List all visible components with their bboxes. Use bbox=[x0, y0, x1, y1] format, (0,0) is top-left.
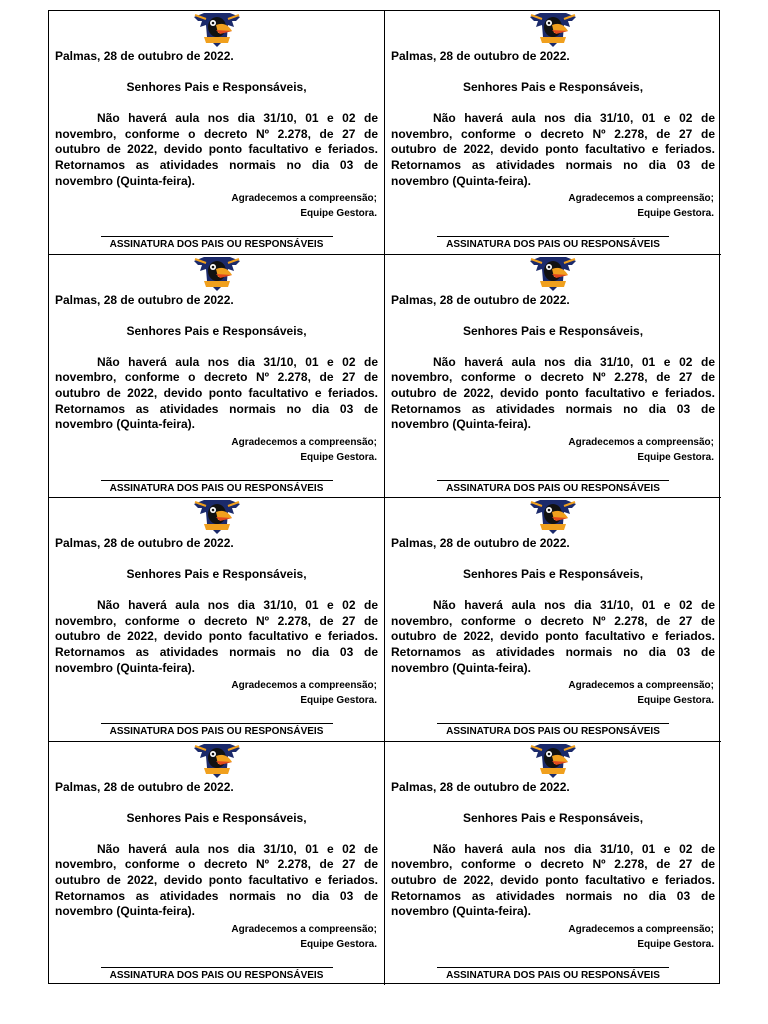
toucan-logo-icon bbox=[192, 742, 242, 780]
notice-thanks: Agradecemos a compreensão; bbox=[231, 923, 377, 935]
notice-sheet bbox=[48, 10, 720, 984]
notice-body: Não haverá aula nos dia 31/10, 01 e 02 de novembro, conforme o decreto Nº 2.278, de 27 de outubro de 2022, devido ponto facultativo e feriados. Retornamos as atividades normais no dia 03 de novembro (Quinta-feira). bbox=[391, 598, 715, 675]
notice-date: Palmas, 28 de outubro de 2022. bbox=[55, 292, 234, 307]
toucan-logo-icon bbox=[528, 498, 578, 536]
notice-greeting: Senhores Pais e Responsáveis, bbox=[126, 323, 307, 338]
toucan-logo-icon bbox=[192, 11, 242, 49]
notice-team: Equipe Gestora. bbox=[637, 695, 714, 706]
signature-label: ASSINATURA DOS PAIS OU RESPONSÁVEIS bbox=[446, 969, 660, 981]
notice-date: Palmas, 28 de outubro de 2022. bbox=[391, 49, 570, 63]
notice-greeting: Senhores Pais e Responsáveis, bbox=[126, 810, 307, 825]
notice-date: Palmas, 28 de outubro de 2022. bbox=[55, 49, 234, 63]
signature-line bbox=[101, 480, 333, 481]
signature-line bbox=[437, 480, 669, 481]
notice-team: Equipe Gestora. bbox=[300, 695, 377, 706]
signature-label: ASSINATURA DOS PAIS OU RESPONSÁVEIS bbox=[446, 239, 660, 250]
toucan-logo-icon bbox=[192, 255, 242, 293]
notice-team: Equipe Gestora. bbox=[300, 938, 377, 950]
notice-team: Equipe Gestora. bbox=[300, 208, 377, 219]
notice-thanks-block bbox=[231, 678, 377, 708]
signature-line bbox=[101, 236, 333, 237]
notice-date: Palmas, 28 de outubro de 2022. bbox=[391, 292, 570, 307]
signature-label: ASSINATURA DOS PAIS OU RESPONSÁVEIS bbox=[109, 239, 324, 250]
notice-greeting: Senhores Pais e Responsáveis, bbox=[462, 810, 644, 825]
notice-card bbox=[49, 498, 385, 742]
notice-team: Equipe Gestora. bbox=[637, 208, 714, 219]
toucan-logo-icon bbox=[528, 255, 578, 293]
signature-label: ASSINATURA DOS PAIS OU RESPONSÁVEIS bbox=[446, 482, 660, 494]
toucan-logo-icon bbox=[528, 742, 578, 780]
notice-card bbox=[385, 742, 721, 986]
notice-greeting: Senhores Pais e Responsáveis, bbox=[462, 323, 644, 338]
notice-card bbox=[49, 742, 385, 986]
notice-card bbox=[49, 11, 385, 255]
toucan-logo-icon bbox=[528, 11, 578, 49]
signature-line bbox=[437, 723, 669, 724]
signature-label: ASSINATURA DOS PAIS OU RESPONSÁVEIS bbox=[109, 969, 324, 981]
notice-greeting: Senhores Pais e Responsáveis, bbox=[126, 567, 307, 581]
notice-body: Não haverá aula nos dia 31/10, 01 e 02 de novembro, conforme o decreto Nº 2.278, de 27 de outubro de 2022, devido ponto facultativo e feriados. Retornamos as atividades normais no dia 03 de novembro (Quinta-feira). bbox=[391, 841, 715, 919]
notice-card bbox=[49, 255, 385, 499]
notice-body: Não haverá aula nos dia 31/10, 01 e 02 de novembro, conforme o decreto Nº 2.278, de 27 de outubro de 2022, devido ponto facultativo e feriados. Retornamos as atividades normais no dia 03 de novembro (Quinta-feira). bbox=[391, 111, 715, 188]
notice-thanks-block bbox=[231, 191, 377, 221]
notice-thanks: Agradecemos a compreensão; bbox=[568, 436, 714, 448]
notice-date: Palmas, 28 de outubro de 2022. bbox=[391, 536, 570, 550]
notice-greeting: Senhores Pais e Responsáveis, bbox=[126, 80, 307, 94]
notice-card bbox=[385, 498, 721, 742]
notice-greeting: Senhores Pais e Responsáveis, bbox=[462, 80, 644, 94]
notice-body: Não haverá aula nos dia 31/10, 01 e 02 de novembro, conforme o decreto Nº 2.278, de 27 de outubro de 2022, devido ponto facultativo e feriados. Retornamos as atividades normais no dia 03 de novembro (Quinta-feira). bbox=[391, 354, 715, 432]
signature-label: ASSINATURA DOS PAIS OU RESPONSÁVEIS bbox=[446, 726, 660, 737]
notice-thanks-block bbox=[231, 922, 377, 952]
notice-date: Palmas, 28 de outubro de 2022. bbox=[55, 536, 234, 550]
notice-thanks: Agradecemos a compreensão; bbox=[568, 680, 714, 691]
notice-body: Não haverá aula nos dia 31/10, 01 e 02 de novembro, conforme o decreto Nº 2.278, de 27 de outubro de 2022, devido ponto facultativo e feriados. Retornamos as atividades normais no dia 03 de novembro (Quinta-feira). bbox=[55, 354, 378, 432]
notice-team: Equipe Gestora. bbox=[637, 938, 714, 950]
notice-date: Palmas, 28 de outubro de 2022. bbox=[391, 779, 570, 794]
notice-card bbox=[385, 11, 721, 255]
notice-date: Palmas, 28 de outubro de 2022. bbox=[55, 779, 234, 794]
notice-thanks: Agradecemos a compreensão; bbox=[231, 680, 377, 691]
notice-thanks: Agradecemos a compreensão; bbox=[568, 923, 714, 935]
notice-thanks-block bbox=[231, 435, 377, 465]
toucan-logo-icon bbox=[192, 498, 242, 536]
notice-thanks-block bbox=[568, 435, 714, 465]
notice-body: Não haverá aula nos dia 31/10, 01 e 02 de novembro, conforme o decreto Nº 2.278, de 27 de outubro de 2022, devido ponto facultativo e feriados. Retornamos as atividades normais no dia 03 de novembro (Quinta-feira). bbox=[55, 841, 378, 919]
signature-label: ASSINATURA DOS PAIS OU RESPONSÁVEIS bbox=[109, 726, 324, 737]
notice-thanks: Agradecemos a compreensão; bbox=[568, 193, 714, 204]
notice-thanks: Agradecemos a compreensão; bbox=[231, 193, 377, 204]
notice-card bbox=[385, 255, 721, 499]
notice-greeting: Senhores Pais e Responsáveis, bbox=[462, 567, 644, 581]
notice-team: Equipe Gestora. bbox=[637, 451, 714, 463]
notice-thanks-block bbox=[568, 922, 714, 952]
notice-thanks-block bbox=[568, 678, 714, 708]
signature-label: ASSINATURA DOS PAIS OU RESPONSÁVEIS bbox=[109, 482, 324, 494]
signature-line bbox=[101, 967, 333, 968]
notice-body: Não haverá aula nos dia 31/10, 01 e 02 de novembro, conforme o decreto Nº 2.278, de 27 de outubro de 2022, devido ponto facultativo e feriados. Retornamos as atividades normais no dia 03 de novembro (Quinta-feira). bbox=[55, 598, 378, 675]
notice-team: Equipe Gestora. bbox=[300, 451, 377, 463]
notice-body: Não haverá aula nos dia 31/10, 01 e 02 de novembro, conforme o decreto Nº 2.278, de 27 de outubro de 2022, devido ponto facultativo e feriados. Retornamos as atividades normais no dia 03 de novembro (Quinta-feira). bbox=[55, 111, 378, 188]
notice-thanks: Agradecemos a compreensão; bbox=[231, 436, 377, 448]
notice-thanks-block bbox=[568, 191, 714, 221]
signature-line bbox=[101, 723, 333, 724]
signature-line bbox=[437, 236, 669, 237]
signature-line bbox=[437, 967, 669, 968]
